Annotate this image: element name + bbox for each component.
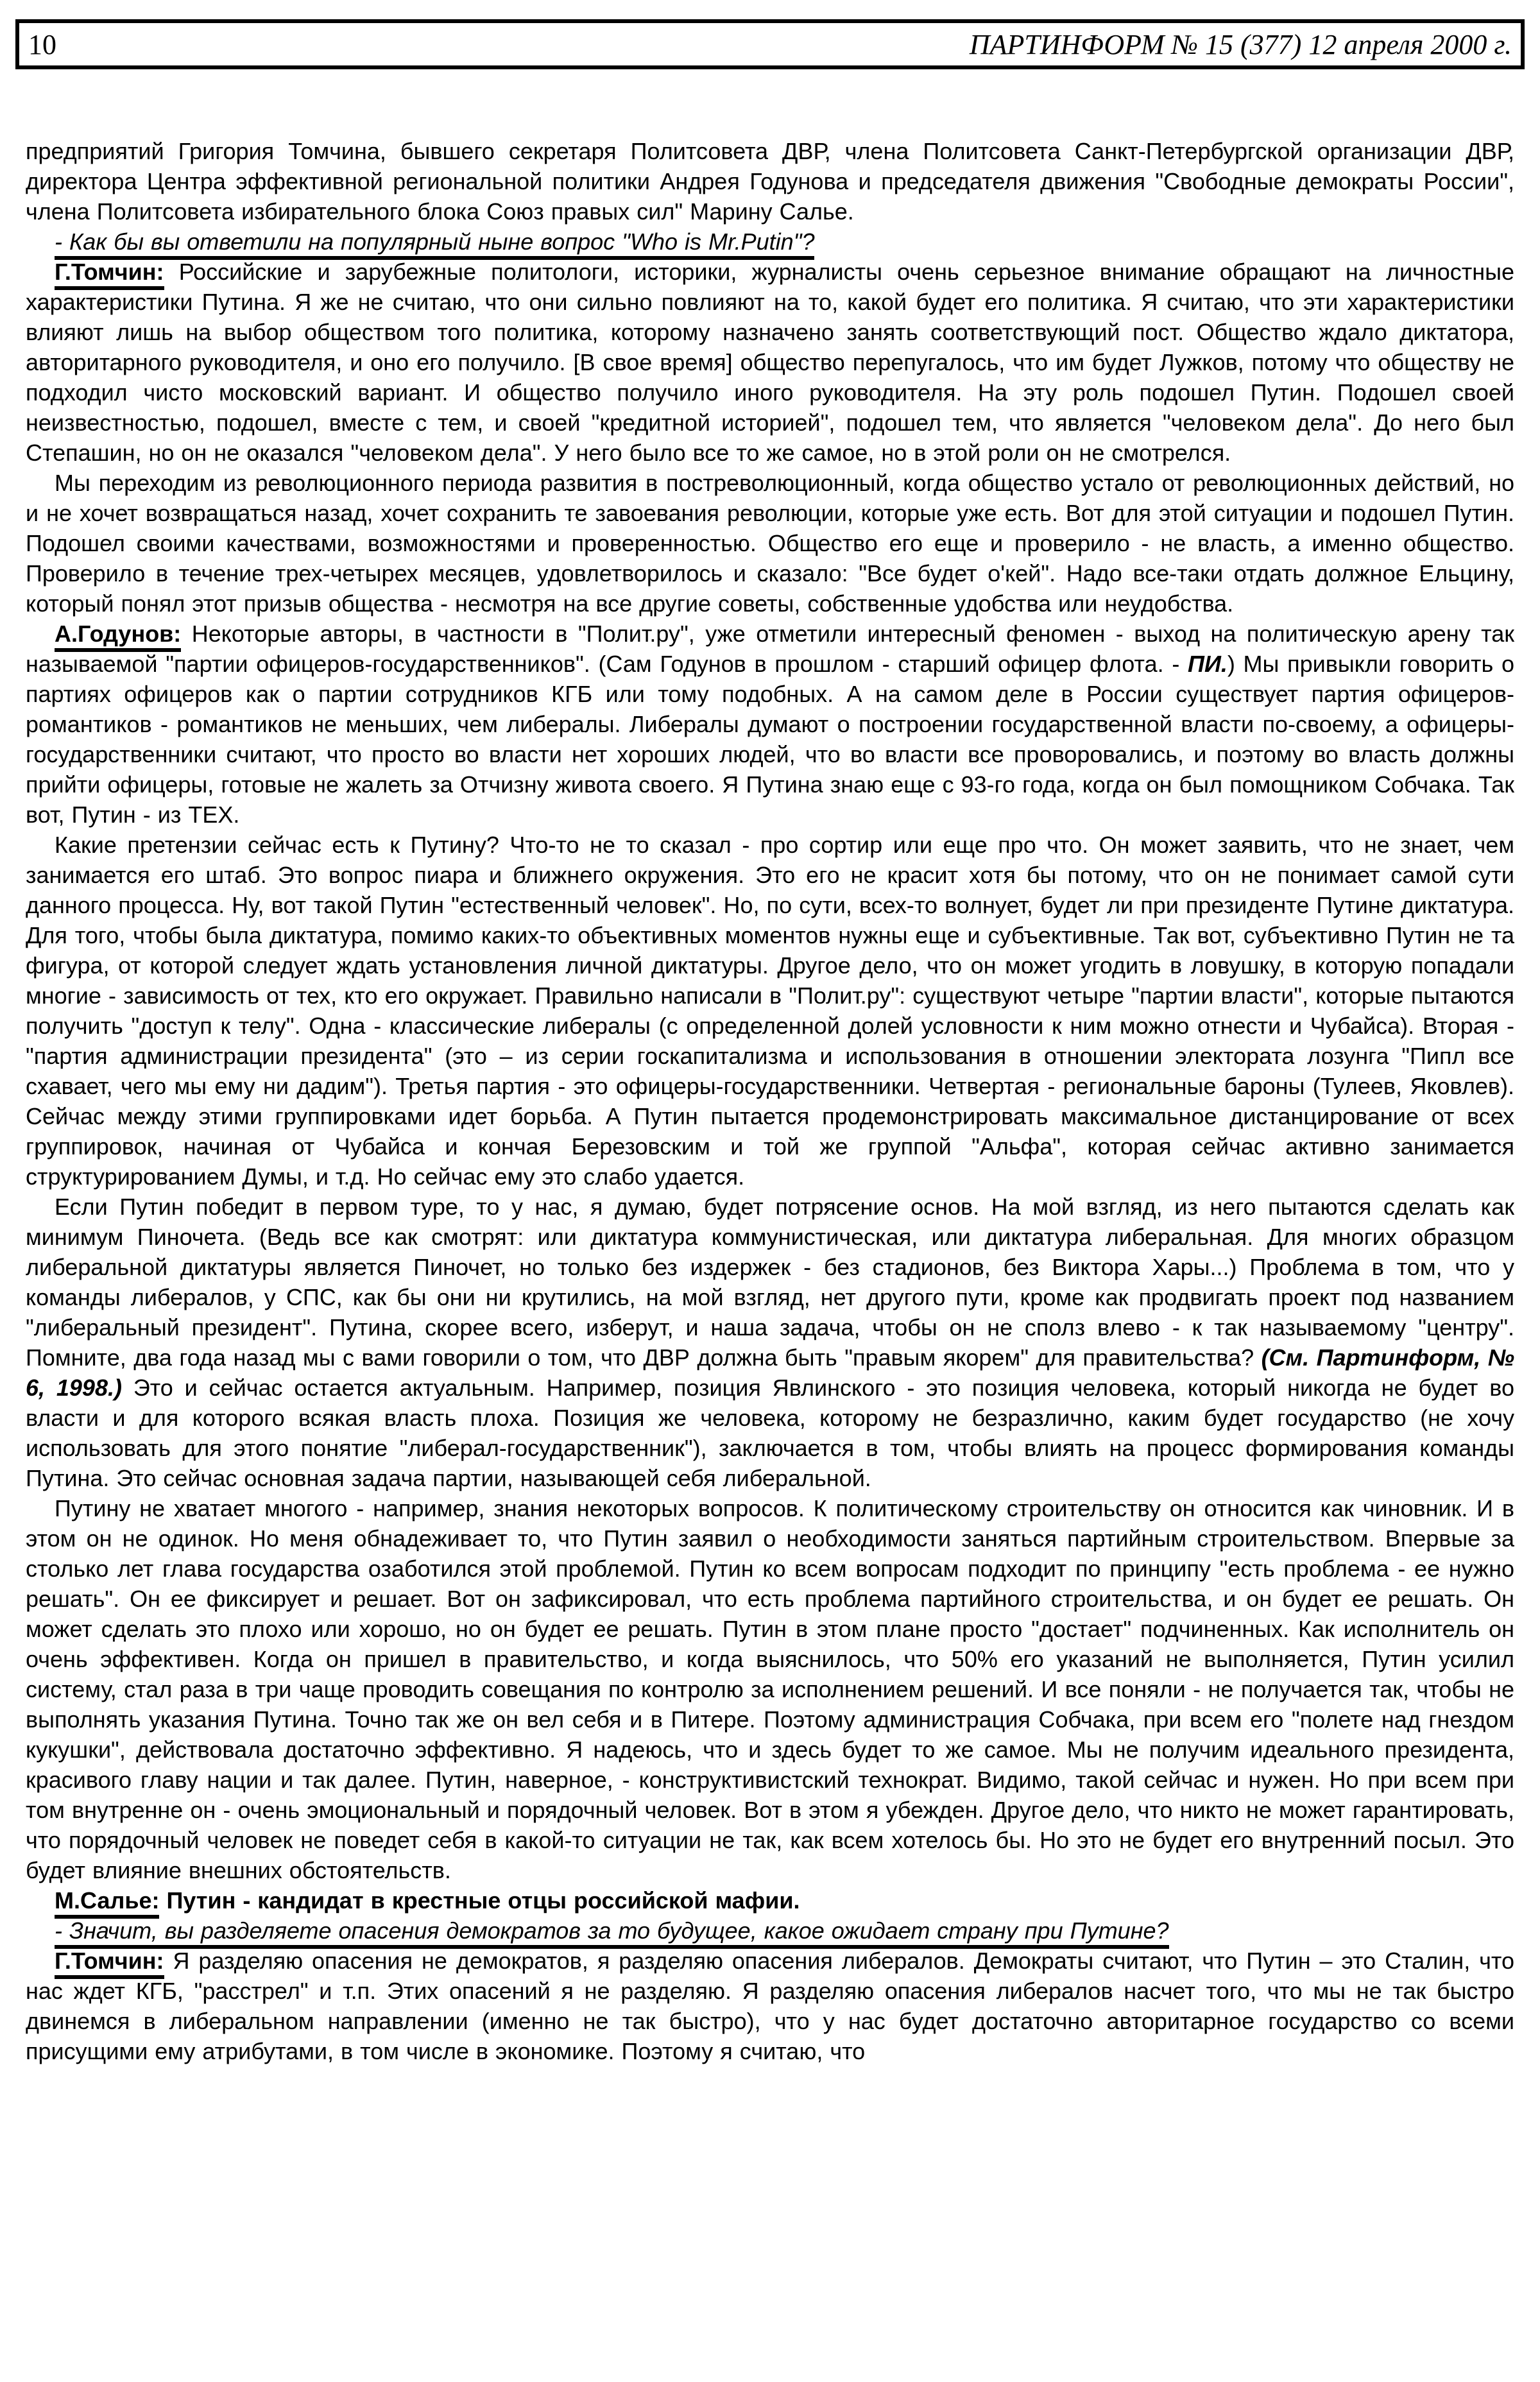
text-segment: Путину не хватает многого - например, знания некоторых вопросов. К политическому строительству он относится как чиновник. И в этом он не одинок. Но меня обнадеживает то, что Путин заявил о необходимости заняться партийным строительством. Впервые за столько лет глава государства озаботился этой проблемой. Путин ко всем вопросам подходит по принципу "есть проблема - ее нужно решать". Он ее фиксирует и решает. Вот он зафиксировал, что есть проблема партийного строительства, и он будет ее решать. Он может сделать это плохо или хорошо, но он будет ее решать. Путин в этом плане просто "достает" подчиненных. Как исполнитель он очень эффективен. Когда он пришел в правительство, и когда выяснилось, что 50% его указаний не выполняется, Путин усилил систему, стал раза в три чаще проводить совещания по контролю за исполнением решений. И все поняли - не получается так, чтобы не выполнять указания Путина. Точно так же он вел себя и в Питере. Поэтому администрация Собчака, при всем его "полете над гнездом кукушки", действовала достаточно эффективно. Я надеюсь, что и здесь будет то же самое. Мы не получим идеального президента, красивого главу нации и так далее. Путин, наверное, - конструктивистский технократ. Видимо, такой сейчас и нужен. Но при всем при том внутренне он - очень эмоциональный и порядочный человек. Вот в этом я убежден. Другое дело, что никто не может гарантировать, что порядочный человек не поведет себя в какой-то ситуации не так, как всем хотелось бы. Но это не будет его внутренний посыл. Это будет влияние внешних обстоятельств. xyxy=(26,1495,1514,1883)
newsletter-title: ПАРТИНФОРМ № 15 (377) 12 апреля 2000 г. xyxy=(969,28,1512,60)
page-header xyxy=(15,19,1525,69)
paragraph xyxy=(26,468,1514,619)
paragraph xyxy=(26,1946,1514,2066)
text-segment: Мы переходим из революционного периода развития в постреволюционный, когда общество устало от революционных действий, но и не хочет возвращаться назад, хочет сохранить те завоевания революции, которые уже есть. Вот для этой ситуации и подошел Путин. Подошел своими качествами, возможностями и проверенностью. Общество его еще и проверило - не власть, а именно общество. Проверило в течение трех-четырех месяцев, удовлетворилось и сказало: "Все будет о'кей". Надо все-таки отдать должное Ельцину, который понял этот призыв общества - несмотря на все другие советы, собственные удобства или неудобства. xyxy=(26,470,1514,617)
speaker-name: М.Салье: xyxy=(55,1887,159,1919)
text-segment: Российские и зарубежные политологи, историки, журналисты очень серьезное внимание обращают на личностные характеристики Путина. Я же не считаю, что они сильно повлияют на то, какой будет его политика. Я считаю, что эти характеристики влияют лишь на выбор обществом того политика, которому назначено занять соответствующий пост. Общество ждало диктатора, авторитарного руководителя, и оно его получило. [В свое время] общество перепугалось, что им будет Лужков, потому что обществу не подходил чисто московский вариант. И общество получило иного руководителя. На эту роль подошел Путин. Подошел своей неизвестностью, подошел, вместе с тем, и своей "кредитной историей", подошел тем, что является "человеком дела". До него был Степашин, но он не оказался "человеком дела". У него было все то же самое, но в этой роли он не смотрелся. xyxy=(26,259,1514,466)
text-segment: Если Путин победит в первом туре, то у нас, я думаю, будет потрясение основ. На мой взгляд, из него пытаются сделать как минимум Пиночета. (Ведь все как смотрят: или диктатура коммунистическая, или диктатура либеральная. Для многих образцом либеральной диктатуры является Пиночет, но только без издержек - без стадионов, без Виктора Хары...) Проблема в том, что у команды либералов, у СПС, как бы они ни крутились, на мой взгляд, нет другого пути, кроме как продвигать проект под названием "либеральный президент". Путина, скорее всего, изберут, и наша задача, чтобы он не сполз влево - к так называемому "центру". Помните, два года назад мы с вами говорили о том, что ДВР должна быть "правым якорем" для правительства? xyxy=(26,1194,1514,1371)
question-text: - Как бы вы ответили на популярный ныне вопрос "Who is Mr.Putin"? xyxy=(55,228,814,260)
interview-question-line xyxy=(26,227,1514,257)
text-segment: ) Мы привыкли говорить о партиях офицеров как о партии сотрудников КГБ или тому подобных. А на самом деле в России существует партия офицеров-романтиков - романтиков не меньших, чем либералы. Либералы думают о построении государственной власти по-своему, а офицеры-государственники считают, что просто во власти нет хороших людей, что во власти все проворовались, и поэтому во власть должны прийти офицеры, готовые не жалеть за Отчизну живота своего. Я Путина знаю еще с 93-го года, когда он был помощником Собчака. Так вот, Путин - из ТЕХ. xyxy=(26,651,1514,828)
text-segment: Какие претензии сейчас есть к Путину? Что-то не то сказал - про сортир или еще про что. Он может заявить, что не знает, чем занимается его штаб. Это вопрос пиара и ближнего окружения. Это его не красит хотя бы потому, что он не понимает самой сути данного процесса. Ну, вот такой Путин "естественный человек". Но, по сути, всех-то волнует, будет ли при президенте Путине диктатура. Для того, чтобы была диктатура, помимо каких-то объективных моментов нужны еще и субъективные. Так вот, субъективно Путин не та фигура, от которой следует ждать установления личной диктатуры. Другое дело, что он может угодить в ловушку, в которую попадали многие - зависимость от тех, кто его окружает. Правильно написали в "Полит.ру": существуют четыре "партии власти", которые пытаются получить "доступ к телу". Одна - классические либералы (с определенной долей условности к ним можно отнести и Чубайса). Вторая - "партия администрации президента" (это – из серии госкапитализма и использования в отношении электората лозунга "Пипл все схавает, чего мы ему ни дадим"). Третья партия - это офицеры-государственники. Четвертая - региональные бароны (Тулеев, Яковлев). Сейчас между этими группировками идет борьба. А Путин пытается продемонстрировать максимальное дистанцирование от всех группировок, начиная от Чубайса и кончая Березовским и той же группой "Альфа", которая сейчас активно занимается структурированием Думы, и т.д. Но сейчас ему это слабо удается. xyxy=(26,832,1514,1190)
interview-question-line xyxy=(26,1915,1514,1946)
text-segment-bold: Путин - кандидат в крестные отцы российской мафии. xyxy=(159,1887,800,1914)
editorial-note: (См. Партинформ, № 6, 1998.) xyxy=(26,1344,1514,1401)
paragraph xyxy=(26,136,1514,227)
editorial-note: ПИ. xyxy=(1188,651,1228,677)
speaker-name: Г.Томчин: xyxy=(55,259,164,290)
page-number: 10 xyxy=(28,28,56,60)
text-segment: Это и сейчас остается актуальным. Например, позиция Явлинского - это позиция человека, который никогда не будет во власти и для которого всякая власть плоха. Позиция же человека, которому не безразлично, каким будет государство (не хочу использовать для этого понятие "либерал-государственник"), заключается в том, чтобы влиять на процесс формирования команды Путина. Это сейчас основная задача партии, называющей себя либеральной. xyxy=(26,1375,1514,1491)
text-segment: Некоторые авторы, в частности в "Полит.ру", уже отметили интересный феномен - выход на политическую арену так называемой "партии офицеров-государственников". (Сам Годунов в прошлом - старший офицер флота. - xyxy=(26,621,1514,677)
paragraph xyxy=(26,830,1514,1192)
paragraph xyxy=(26,619,1514,830)
paragraph xyxy=(26,1192,1514,1493)
article-body xyxy=(26,136,1514,2066)
paragraph xyxy=(26,257,1514,468)
question-text: - Значит, вы разделяете опасения демократов за то будущее, какое ожидает страну при Путине? xyxy=(55,1917,1169,1949)
paragraph xyxy=(26,1493,1514,1885)
paragraph xyxy=(26,1885,1514,1915)
text-segment: предприятий Григория Томчина, бывшего секретаря Политсовета ДВР, члена Политсовета Санкт-Петербургской организации ДВР, директора Центра эффективной региональной политики Андрея Годунова и председателя движения "Свободные демократы России", члена Политсовета избирательного блока Союз правых сил" Марину Салье. xyxy=(26,138,1514,225)
speaker-name: Г.Томчин: xyxy=(55,1948,164,1979)
speaker-name: А.Годунов: xyxy=(55,621,181,652)
text-segment: Я разделяю опасения не демократов, я разделяю опасения либералов. Демократы считают, что Путин – это Сталин, что нас ждет КГБ, "расстрел" и т.п. Этих опасений я не разделяю. Я разделяю опасения либералов насчет того, что мы не так быстро двинемся в либеральном направлении (именно не так быстро), что у нас будет достаточно авторитарное государство со всеми присущими ему атрибутами, в том числе в экономике. Поэтому я считаю, что xyxy=(26,1948,1514,2064)
